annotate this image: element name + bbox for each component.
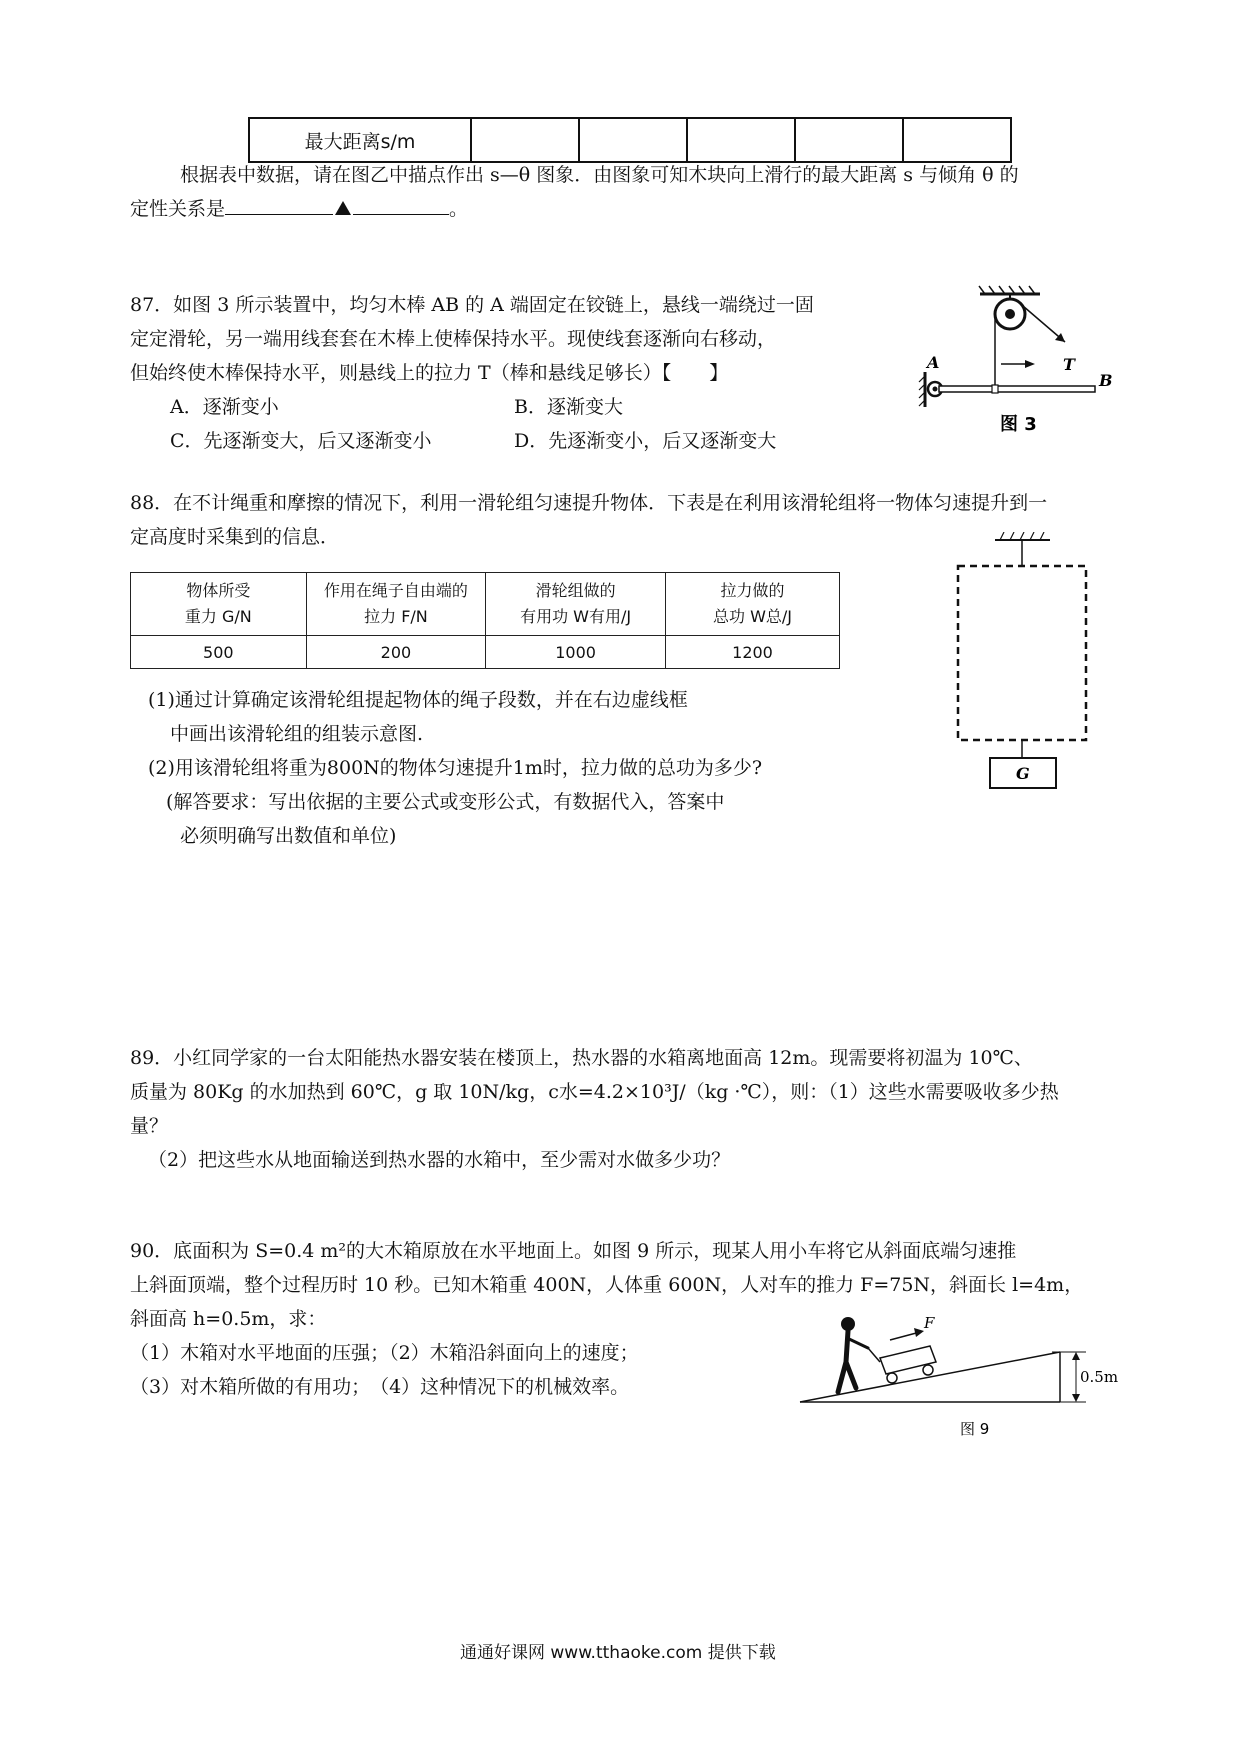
q90-line-3: 斜面高 h=0.5m，求： [130, 1308, 327, 1330]
q87-line-2: 定定滑轮，另一端用线套套在木棒上使棒保持水平。现使线套逐渐向右移动， [130, 328, 777, 350]
label-b: B [1099, 371, 1113, 390]
q88-part-2: (2)用该滑轮组将重为800N的物体匀速提升1m时，拉力做的总功为多少? [148, 757, 763, 779]
table-cell [471, 118, 579, 162]
q88-requirement: (解答要求：写出依据的主要公式或变形公式，有数据代入，答案中 [166, 791, 725, 813]
q87-line-1: 87．如图 3 所示装置中，均匀木棒 AB 的 A 端固定在铰链上，悬线一端绕过一固 [130, 294, 814, 316]
value-useful-work: 1000 [486, 636, 666, 669]
intro-line-2-prefix: 定性关系是 [130, 198, 226, 220]
table-header-cell: 最大距离s/m [249, 118, 471, 162]
dashed-frame[interactable] [958, 566, 1086, 740]
q87-option-c: C．先逐渐变大，后又逐渐变小 [170, 430, 432, 452]
label-a: A [927, 353, 940, 372]
pulley-data-table [130, 572, 840, 669]
intro-line-2 [130, 192, 468, 226]
weight-g-label: G [1016, 764, 1030, 783]
header-total-work: 拉力做的 总功 W总/J [666, 573, 840, 636]
table-header-row [131, 573, 840, 636]
table-cell [687, 118, 795, 162]
value-weight: 500 [131, 636, 307, 669]
q88-part-1-cont: 中画出该滑轮组的组装示意图. [170, 723, 424, 745]
intro-line-1: 根据表中数据，请在图乙中描点作出 s—θ 图象．由图象可知木块向上滑行的最大距离 s 与倾角 θ 的 [180, 164, 1019, 186]
page-footer: 通通好课网 www.tthaoke.com 提供下载 [460, 1643, 776, 1663]
figure-3-caption: 图 3 [1000, 414, 1037, 435]
figure-9-incline [790, 1310, 1130, 1440]
answer-blank[interactable] [353, 192, 449, 215]
header-useful-work: 滑轮组做的 有用功 W有用/J [486, 573, 666, 636]
header-force: 作用在绳子自由端的 拉力 F/N [306, 573, 486, 636]
triangle-marker-icon [335, 201, 351, 215]
q90-line-4: （1）木箱对水平地面的压强；（2）木箱沿斜面向上的速度； [130, 1342, 639, 1364]
value-force: 200 [306, 636, 486, 669]
q89-line-2: 质量为 80Kg 的水加热到 60℃，g 取 10N/kg，c水=4.2×10³J/（kg ·℃），则：（1）这些水需要吸收多少热 [130, 1081, 1059, 1103]
q90-line-2: 上斜面顶端，整个过程历时 10 秒。已知木箱重 400N，人体重 600N，人对车的推力 F=75N，斜面长 l=4m， [130, 1274, 1084, 1296]
q87-option-d: D．先逐渐变小，后又逐渐变大 [514, 430, 777, 452]
figure-9-caption: 图 9 [960, 1420, 990, 1438]
q87-option-b: B．逐渐变大 [514, 396, 623, 418]
q88-requirement-cont: 必须明确写出数值和单位) [180, 825, 397, 847]
header-weight: 物体所受 重力 G/N [131, 573, 307, 636]
value-total-work: 1200 [666, 636, 840, 669]
table-row [249, 118, 1011, 162]
q88-part-1: (1)通过计算确定该滑轮组提起物体的绳子段数，并在右边虚线框 [148, 689, 688, 711]
distance-table [248, 117, 1012, 163]
q90-line-5: （3）对木箱所做的有用功； （4）这种情况下的机械效率。 [130, 1376, 630, 1398]
table-cell [579, 118, 687, 162]
figure-3-lever-pulley [915, 282, 1115, 442]
table-cell [795, 118, 903, 162]
height-label: 0.5m [1080, 1368, 1119, 1386]
q89-line-4: （2）把这些水从地面输送到热水器的水箱中，至少需对水做多少功？ [148, 1149, 731, 1171]
q90-line-1: 90．底面积为 S=0.4 m²的大木箱原放在水平地面上。如图 9 所示，现某人用小车将它从斜面底端匀速推 [130, 1240, 1017, 1262]
force-label: F [924, 1314, 935, 1332]
label-t: T [1063, 355, 1075, 374]
q87-option-a: A．逐渐变小 [170, 396, 279, 418]
q87-line-3: 但始终使木棒保持水平，则悬线上的拉力 T（棒和悬线足够长）【 】 [130, 362, 729, 384]
q88-line-2: 定高度时采集到的信息． [130, 526, 340, 548]
table-cell [903, 118, 1011, 162]
table-row [131, 636, 840, 669]
intro-line-2-suffix: 。 [449, 198, 469, 220]
pulley-drawing-frame [950, 532, 1100, 802]
q89-line-1: 89．小红同学家的一台太阳能热水器安装在楼顶上，热水器的水箱离地面高 12m。现需要将初温为 10℃、 [130, 1047, 1033, 1069]
q88-line-1: 88．在不计绳重和摩擦的情况下，利用一滑轮组匀速提升物体．下表是在利用该滑轮组将一物体匀速提升到一 [130, 492, 1048, 514]
q89-line-3: 量？ [130, 1115, 169, 1137]
answer-blank[interactable] [225, 192, 333, 215]
